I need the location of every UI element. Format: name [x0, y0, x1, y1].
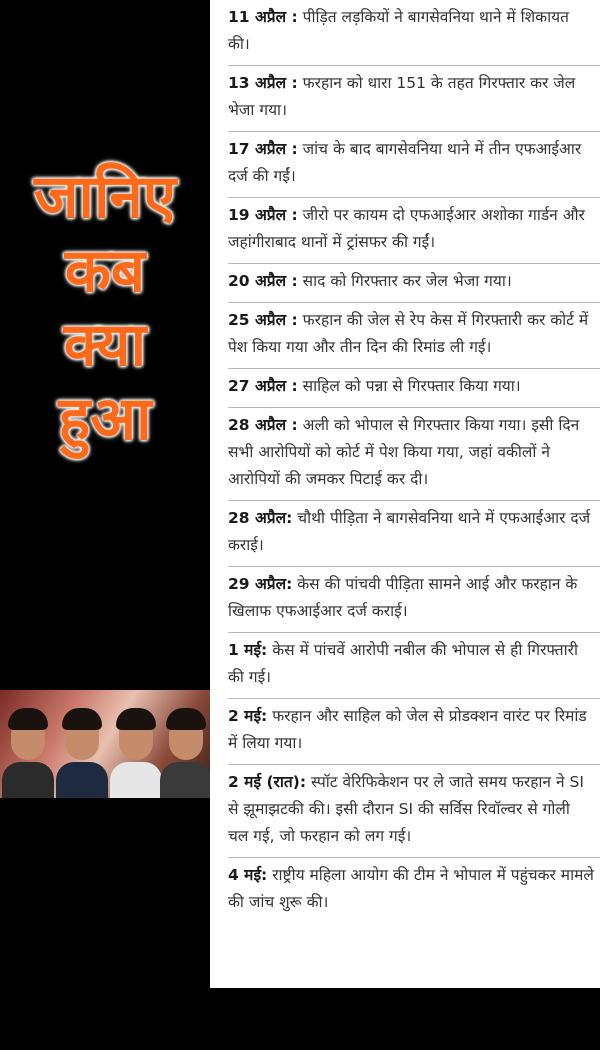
timeline-entry — [228, 198, 600, 264]
headline-word-2: कब — [64, 236, 146, 306]
headline-word-1: जानिए — [33, 162, 177, 232]
timeline-entry — [228, 699, 600, 765]
entry-text: साहिल को पन्ना से गिरफ्तार किया गया। — [302, 377, 521, 395]
entry-date: 28 अप्रैल : — [228, 416, 298, 434]
entry-text: जांच के बाद बागसेवनिया थाने में तीन एफआईआर दर्ज की गईं। — [228, 140, 582, 185]
headline-word-4: हुआ — [58, 384, 152, 454]
entry-date: 4 मई: — [228, 866, 268, 884]
entry-text: फरहान और साहिल को जेल से प्रोडक्शन वारंट पर रिमांड में लिया गया। — [228, 707, 587, 752]
entry-text: पीड़ित लड़कियों ने बागसेवनिया थाने में शिकायत की। — [228, 8, 569, 53]
entry-text: चौथी पीड़िता ने बागसेवनिया थाने में एफआईआर दर्ज कराई। — [228, 509, 591, 554]
entry-date: 19 अप्रैल : — [228, 206, 298, 224]
entry-text: केस में पांचवें आरोपी नबील की भोपाल से ही गिरफ्तारी की गई। — [228, 641, 578, 686]
entry-text: केस की पांचवी पीड़िता सामने आई और फरहान के खिलाफ एफआईआर दर्ज कराई। — [228, 575, 578, 620]
timeline-entry — [228, 303, 600, 369]
timeline-entry — [228, 369, 600, 408]
headline — [0, 160, 210, 456]
entry-date: 2 मई: — [228, 707, 268, 725]
timeline-entry — [228, 765, 600, 858]
entry-text: राष्ट्रीय महिला आयोग की टीम ने भोपाल में पहुंचकर मामले की जांच शुरू की। — [228, 866, 594, 911]
timeline-panel — [210, 0, 600, 988]
entry-date: 29 अप्रैल: — [228, 575, 293, 593]
entry-text: स्पॉट वेरिफिकेशन पर ले जाते समय फरहान ने SI से झूमाझटकी की। इसी दौरान SI की सर्विस रिवॉल्वर से गोली चल गई, जो फरहान को लग गई। — [228, 773, 584, 845]
entry-text: साद को गिरफ्तार कर जेल भेजा गया। — [302, 272, 512, 290]
timeline-entry — [228, 264, 600, 303]
person-4-icon — [160, 708, 210, 798]
timeline-entry — [228, 132, 600, 198]
entry-date: 20 अप्रैल : — [228, 272, 298, 290]
timeline-entry — [228, 567, 600, 633]
timeline-list — [210, 0, 600, 923]
person-2-icon — [56, 708, 108, 798]
entry-text: फरहान को धारा 151 के तहत गिरफ्तार कर जेल भेजा गया। — [228, 74, 576, 119]
timeline-entry — [228, 0, 600, 66]
entry-date: 2 मई (रात): — [228, 773, 307, 791]
entry-date: 13 अप्रैल : — [228, 74, 298, 92]
entry-text: फरहान की जेल से रेप केस में गिरफ्तारी कर कोर्ट में पेश किया गया और तीन दिन की रिमांड ली गई। — [228, 311, 589, 356]
entry-date: 17 अप्रैल : — [228, 140, 298, 158]
timeline-entry — [228, 858, 600, 923]
timeline-entry — [228, 408, 600, 501]
entry-text: अली को भोपाल से गिरफ्तार किया गया। इसी दिन सभी आरोपियों को कोर्ट में पेश किया गया, जहां वकीलों ने आरोपियों की जमकर पिटाई कर दी। — [228, 416, 580, 488]
person-3-icon — [110, 708, 162, 798]
timeline-entry — [228, 633, 600, 699]
entry-date: 1 मई: — [228, 641, 268, 659]
accused-group-photo — [0, 690, 210, 798]
entry-date: 27 अप्रैल : — [228, 377, 298, 395]
timeline-entry — [228, 501, 600, 567]
entry-date: 28 अप्रैल: — [228, 509, 293, 527]
entry-date: 11 अप्रैल : — [228, 8, 298, 26]
entry-date: 25 अप्रैल : — [228, 311, 298, 329]
timeline-entry — [228, 66, 600, 132]
headline-word-3: क्या — [63, 310, 147, 380]
entry-text: जीरो पर कायम दो एफआईआर अशोका गार्डन और जहांगीराबाद थानों में ट्रांसफर की गईं। — [228, 206, 585, 251]
person-1-icon — [2, 708, 54, 798]
